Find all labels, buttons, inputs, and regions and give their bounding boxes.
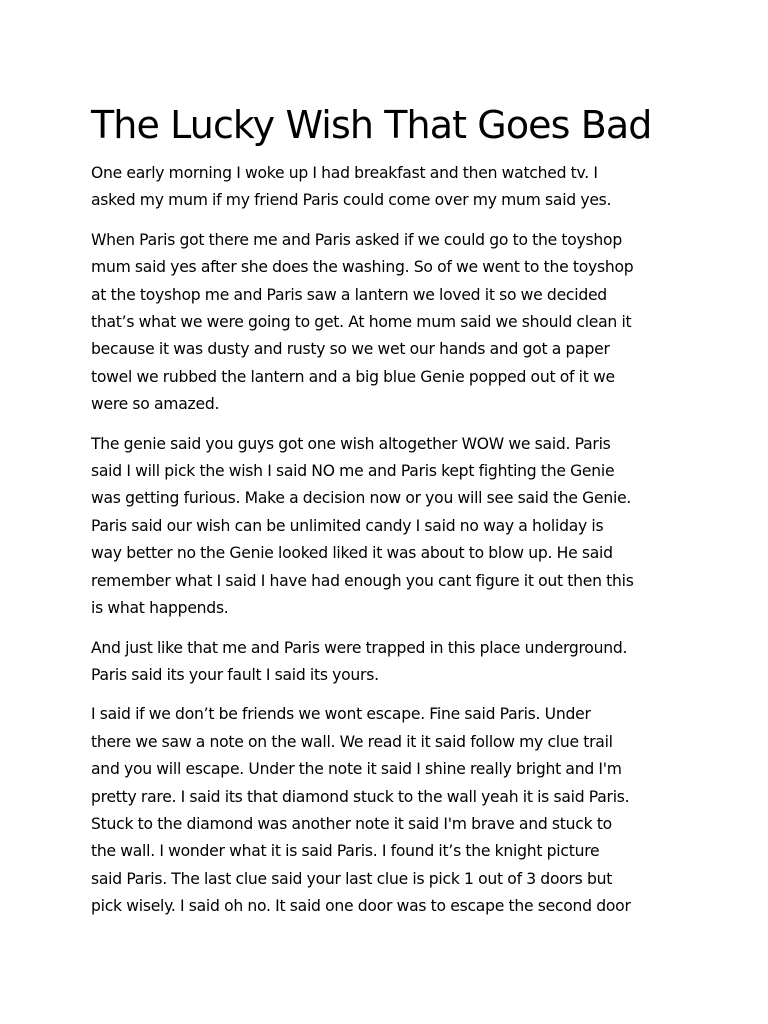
paragraph-5	[91, 701, 681, 920]
text-line: One early morning I woke up I had breakfast and then watched tv. I	[91, 164, 598, 182]
text-line: I said if we don’t be friends we wont escape. Fine said Paris. Under	[91, 705, 591, 724]
text-line: is what happends.	[91, 599, 229, 618]
text-line: mum said yes after she does the washing. So of we went to the toyshop	[91, 258, 634, 277]
text-line: said Paris. The last clue said your last clue is pick 1 out of 3 doors but	[91, 869, 613, 888]
paragraph-2	[91, 227, 681, 419]
text-line: there we saw a note on the wall. We read it it said follow my clue trail	[91, 732, 613, 751]
text-line: Stuck to the diamond was another note it said I'm brave and stuck to	[91, 814, 612, 833]
text-line: pretty rare. I said its that diamond stuck to the wall yeah it is said Paris.	[91, 787, 630, 806]
text-line: the wall. I wonder what it is said Paris. I found it’s the knight picture	[91, 842, 600, 861]
text-line: pick wisely. I said oh no. It said one door was to escape the second door	[91, 897, 631, 916]
text-line: When Paris got there me and Paris asked if we could go to the toyshop	[91, 230, 622, 249]
text-line: said I will pick the wish I said NO me and Paris kept fighting the Genie	[91, 462, 615, 481]
paragraph-4	[91, 635, 681, 690]
text-line: because it was dusty and rusty so we wet our hands and got a paper	[91, 340, 610, 359]
text-line: was getting furious. Make a decision now or you will see said the Genie.	[91, 489, 632, 508]
paragraph-3	[91, 431, 681, 623]
text-line: Paris said our wish can be unlimited candy I said no way a holiday is	[91, 516, 604, 535]
text-line: way better no the Genie looked liked it was about to blow up. He said	[91, 544, 613, 563]
text-line: And just like that me and Paris were trapped in this place underground.	[91, 638, 628, 657]
document-title: The Lucky Wish That Goes Bad	[91, 103, 652, 147]
text-line: remember what I said I have had enough you cant figure it out then this	[91, 571, 634, 590]
text-line: at the toyshop me and Paris saw a lantern we loved it so we decided	[91, 285, 607, 304]
text-line: were so amazed.	[91, 395, 220, 414]
text-line: and you will escape. Under the note it said I shine really bright and I'm	[91, 760, 622, 779]
text-line: The genie said you guys got one wish altogether WOW we said. Paris	[91, 434, 611, 453]
text-line: that’s what we were going to get. At home mum said we should clean it	[91, 313, 632, 332]
text-line: towel we rubbed the lantern and a big blue Genie popped out of it we	[91, 367, 615, 386]
paragraph-1	[91, 160, 681, 215]
text-line: Paris said its your fault I said its yours.	[91, 665, 379, 684]
document-body	[91, 160, 681, 933]
text-line: asked my mum if my friend Paris could come over my mum said yes.	[91, 191, 612, 210]
